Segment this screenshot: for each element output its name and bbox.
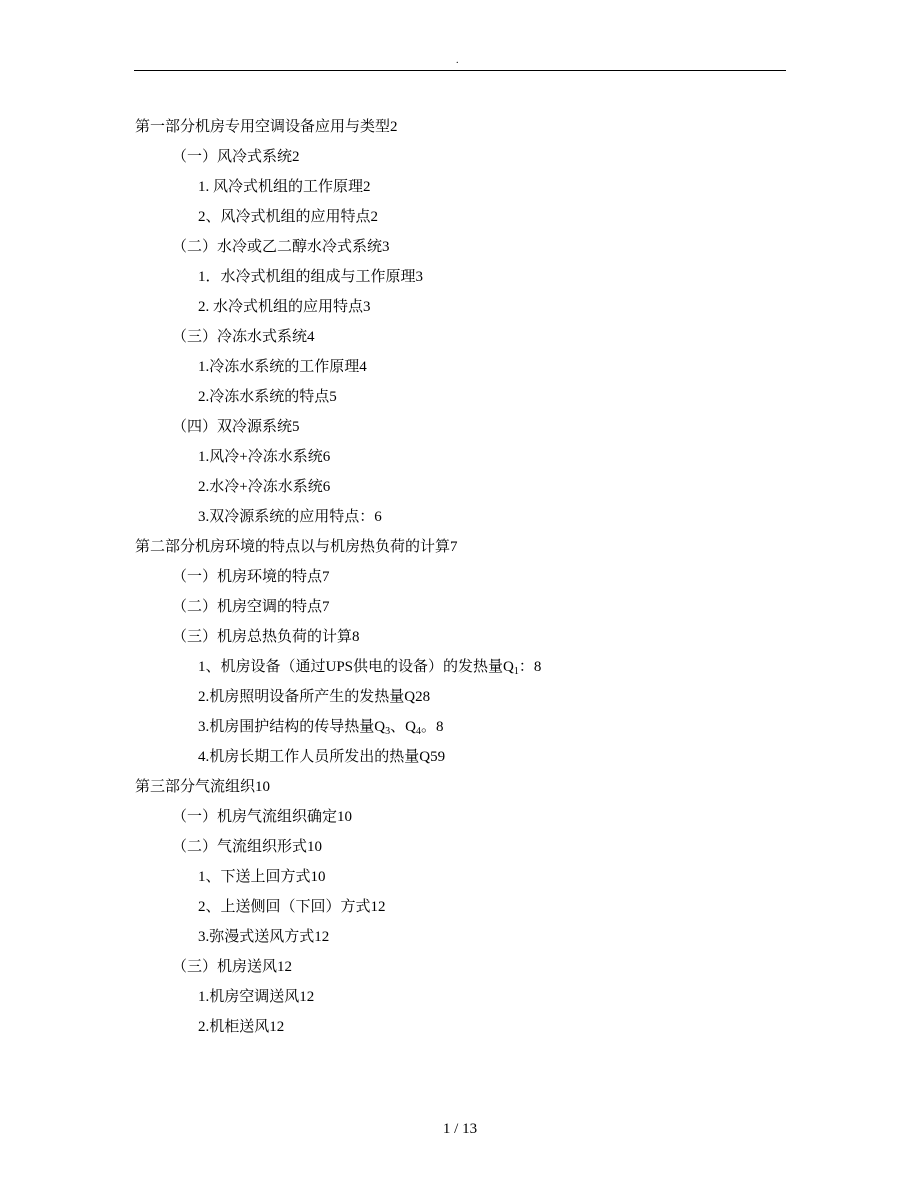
toc-subsection[interactable]: 2、风冷式机组的应用特点2 [198,209,379,225]
toc-section[interactable]: （三）冷冻水式系统4 [172,329,315,345]
toc-section[interactable]: （二）水冷或乙二醇水冷式系统3 [172,239,390,255]
toc-subsection[interactable]: 1.冷冻水系统的工作原理4 [198,359,367,375]
toc-subsection[interactable]: 3.双冷源系统的应用特点：6 [198,509,382,525]
toc-section[interactable]: （三）机房送风12 [172,959,293,975]
toc-subsection[interactable]: 1．水冷式机组的组成与工作原理3 [198,269,424,285]
toc-subsection[interactable]: 2、上送侧回（下回）方式12 [198,899,386,915]
toc-subsection[interactable]: 2. 水冷式机组的应用特点3 [198,299,371,315]
toc-subsection[interactable]: 2.机柜送风12 [198,1019,285,1035]
page-number: 1 / 13 [442,1121,478,1137]
toc-section[interactable]: （三）机房总热负荷的计算8 [172,629,360,645]
toc-subsection[interactable] [0,652,920,682]
toc-text: 3.机房围护结构的传导热量Q [198,719,386,735]
toc-subsection[interactable]: 4.机房长期工作人员所发出的热量Q59 [198,749,446,765]
toc-subsection[interactable]: 1.机房空调送风12 [198,989,315,1005]
toc-subsection[interactable]: 1、下送上回方式10 [198,869,326,885]
toc-subsection[interactable]: 3.弥漫式送风方式12 [198,929,330,945]
toc-part-2[interactable]: 第二部分机房环境的特点以与机房热负荷的计算7 [135,539,458,555]
table-of-contents [0,112,920,1042]
header-rule [134,70,786,71]
toc-section[interactable]: （二）气流组织形式10 [172,839,323,855]
toc-text: 。8 [420,719,444,735]
toc-subsection[interactable]: 1. 风冷式机组的工作原理2 [198,179,371,195]
toc-part-3[interactable]: 第三部分气流组织10 [135,779,271,795]
toc-subsection[interactable]: 1.风冷+冷冻水系统6 [198,449,331,465]
toc-subsection[interactable]: 2.冷冻水系统的特点5 [198,389,337,405]
toc-subscript: 3 [385,726,391,737]
toc-subsection[interactable]: 2.机房照明设备所产生的发热量Q28 [198,689,431,705]
toc-text: 、Q [390,719,416,735]
toc-section[interactable]: （一）机房环境的特点7 [172,569,330,585]
toc-subscript: 1 [513,666,519,677]
toc-part-1[interactable]: 第一部分机房专用空调设备应用与类型2 [135,119,398,135]
toc-text: ：8 [518,659,542,675]
toc-subsection[interactable] [0,712,920,742]
toc-section[interactable]: （二）机房空调的特点7 [172,599,330,615]
toc-text: 1、机房设备（通过UPS供电的设备）的发热量Q [198,659,514,675]
header-mark: . [456,55,459,66]
toc-section[interactable]: （四）双冷源系统5 [172,419,300,435]
toc-section[interactable]: （一）机房气流组织确定10 [172,809,353,825]
toc-subsection[interactable]: 2.水冷+冷冻水系统6 [198,479,331,495]
toc-section[interactable]: （一）风冷式系统2 [172,149,300,165]
toc-subscript: 4 [415,726,421,737]
